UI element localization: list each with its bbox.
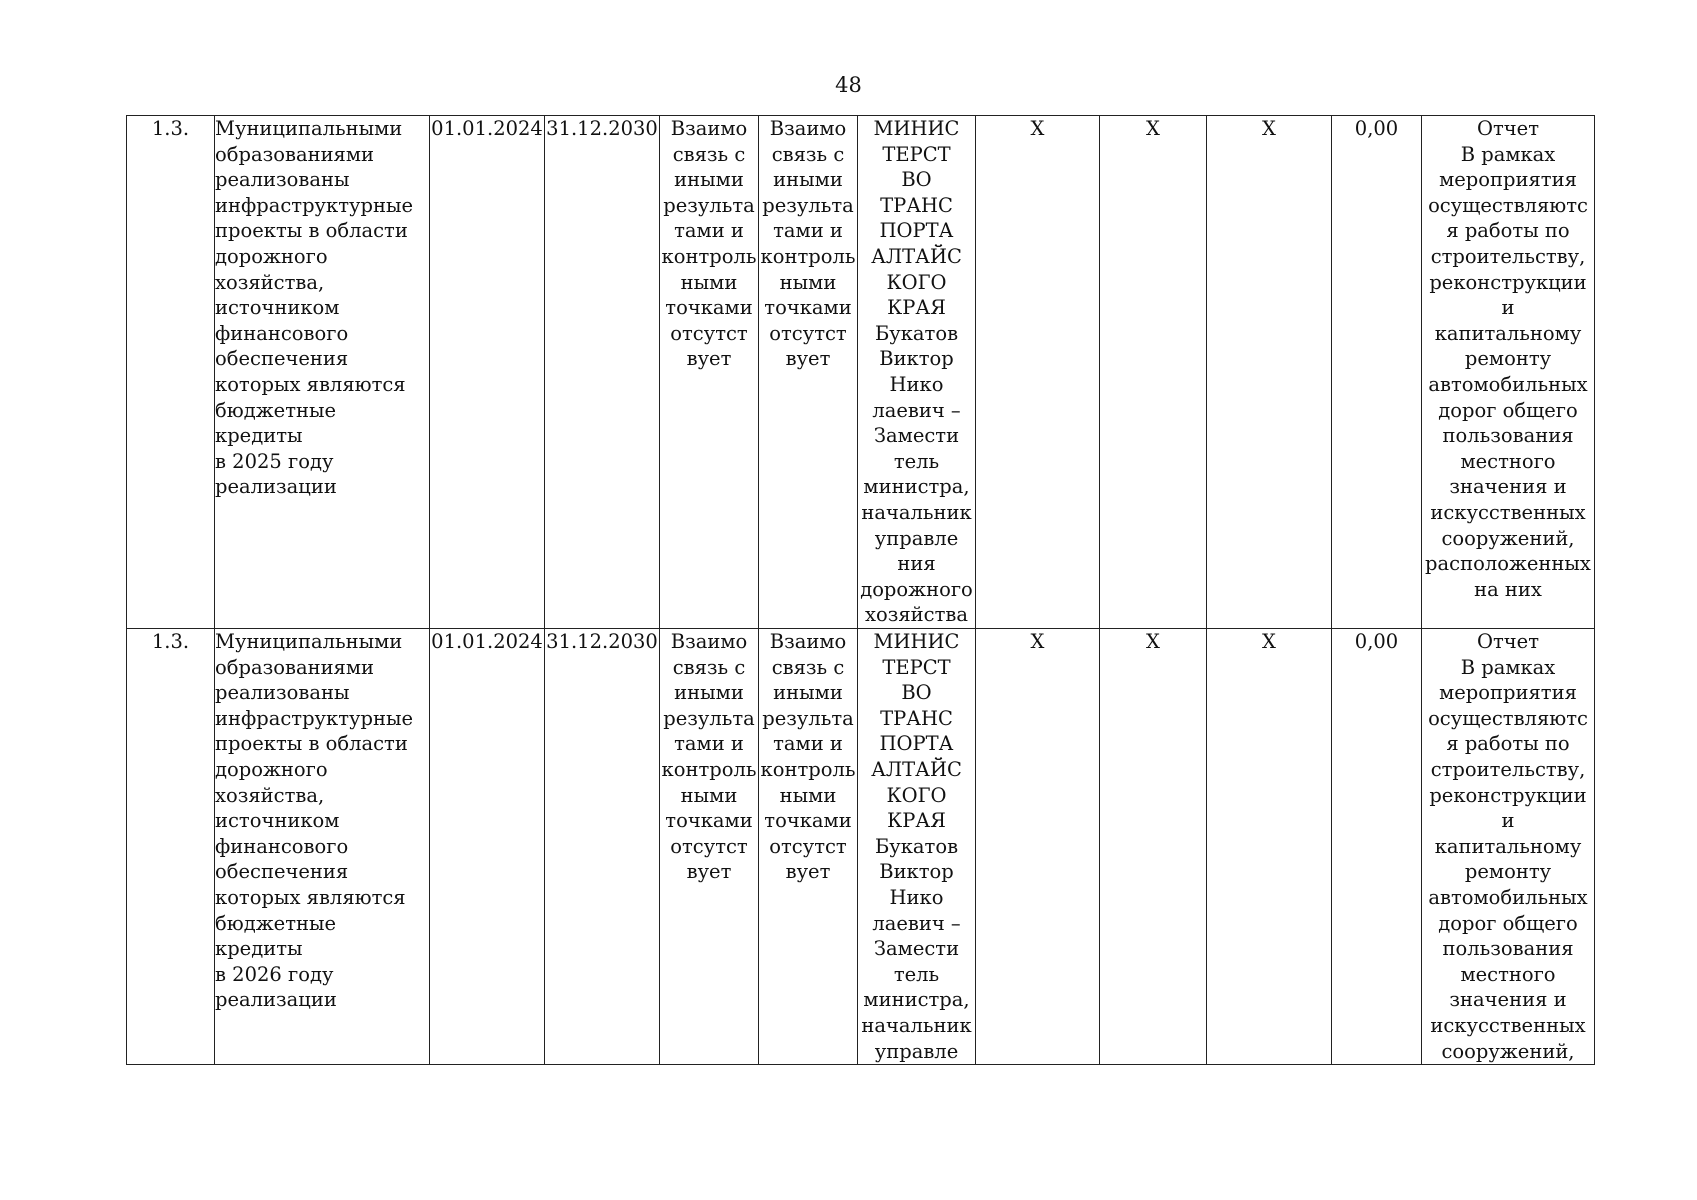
end-date: 31.12.2030 (545, 116, 660, 629)
row-number: 1.3. (127, 116, 215, 629)
table-row (127, 116, 1595, 629)
responsible-executor: МИНИС ТЕРСТ ВО ТРАНС ПОРТА АЛТАЙС КОГО КРАЯ Букатов Виктор Нико лаевич – Замести тель министра, начальник управле (858, 629, 976, 1065)
relation-next: Взаимо связь с иными результа тами и контроль ными точками отсутст вует (759, 116, 858, 629)
table-row (127, 629, 1595, 1065)
relation-next: Взаимо связь с иными результа тами и контроль ными точками отсутст вует (759, 629, 858, 1065)
start-date: 01.01.2024 (430, 629, 545, 1065)
x-cell-2: X (1100, 629, 1207, 1065)
amount: 0,00 (1332, 116, 1422, 629)
row-number: 1.3. (127, 629, 215, 1065)
x-cell-1: X (976, 629, 1100, 1065)
results-table (126, 115, 1595, 1065)
x-cell-3: X (1207, 116, 1332, 629)
end-date: 31.12.2030 (545, 629, 660, 1065)
relation-previous: Взаимо связь с иными результа тами и контроль ными точками отсутст вует (660, 116, 759, 629)
page-number: 48 (835, 73, 862, 97)
responsible-executor: МИНИС ТЕРСТ ВО ТРАНС ПОРТА АЛТАЙС КОГО КРАЯ Букатов Виктор Нико лаевич – Замести тель министра, начальник управле ния дорожного хозяйства (858, 116, 976, 629)
report-description: Отчет В рамках мероприятия осуществляютс я работы по строительству, реконструкции и капитальному ремонту автомобильных дорог общего пользования местного значения и искусственных сооружений, (1422, 629, 1595, 1065)
x-cell-3: X (1207, 629, 1332, 1065)
x-cell-1: X (976, 116, 1100, 629)
result-name: Муниципальными образованиями реализованы инфраструктурные проекты в области дорожного хозяйства, источником финансового обеспечения которых являются бюджетные кредиты в 2025 году реализации (215, 116, 430, 629)
start-date: 01.01.2024 (430, 116, 545, 629)
x-cell-2: X (1100, 116, 1207, 629)
amount: 0,00 (1332, 629, 1422, 1065)
report-description: Отчет В рамках мероприятия осуществляютс я работы по строительству, реконструкции и капитальному ремонту автомобильных дорог общего пользования местного значения и искусственных сооружений, расположенных на них (1422, 116, 1595, 629)
relation-previous: Взаимо связь с иными результа тами и контроль ными точками отсутст вует (660, 629, 759, 1065)
result-name: Муниципальными образованиями реализованы инфраструктурные проекты в области дорожного хозяйства, источником финансового обеспечения которых являются бюджетные кредиты в 2026 году реализации (215, 629, 430, 1065)
